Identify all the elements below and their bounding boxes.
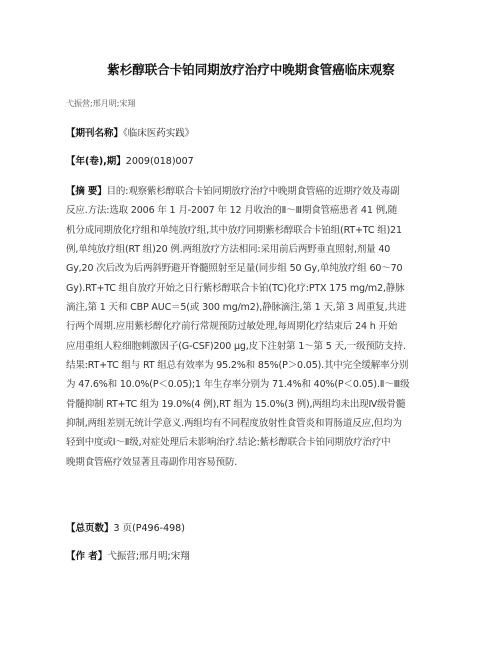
- abstract-label: 【摘 要】: [66, 186, 107, 197]
- pages-label: 【总页数】: [66, 523, 114, 534]
- abstract-line: 行两个周期.应用紫杉醇化疗前行常规预防过敏处理,每周期化疗结束后 24 h 开始: [66, 321, 398, 333]
- abstract-line: [66, 182, 442, 201]
- abstract-line: 滴注,第 1 天和 CBP AUC＝5(或 300 mg/m2),静脉滴注,第 1 天,第 3 周重复,共进: [66, 302, 407, 314]
- journal-field: [66, 124, 440, 143]
- abstract-line: 结果:RT+TC 组与 RT 组总有效率为 95.2%和 85%(P＞0.05).其中完全缓解率分别: [66, 360, 409, 372]
- issue-label: 【年(卷),期】: [66, 156, 126, 167]
- abstract-line: 晚期食管癌疗效显著且毒副作用容易预防.: [66, 456, 238, 468]
- abstract-text: 目的:观察紫杉醇联合卡铂同期放疗治疗中晚期食管癌的近期疗效及毒副: [106, 186, 400, 197]
- abstract-line: 骨髓抑制 RT+TC 组为 19.0%(4 例),RT 组为 15.0%(3 例),两组均未出现Ⅳ级骨髓: [66, 398, 406, 410]
- pages-field: [66, 519, 440, 538]
- abstract-line: 应用重组人粒细胞刺激因子(G-CSF)200 μg,皮下注射第 1～第 5 天,一级预防支持.: [66, 340, 406, 352]
- journal-value: 《临床医药实践》: [123, 128, 195, 139]
- abstract-line: 抑制,两组差别无统计学意义.两组均有不同程度放射性食管炎和胃肠道反应,但均为: [66, 418, 402, 430]
- abstract-line: 机分成同期放化疗组和单纯放疗组,其中放疗同期紫杉醇联合卡铂组(RT+TC 组)21: [66, 224, 402, 236]
- author-line: 弋振营;邢月明;宋翔: [66, 99, 136, 108]
- abstract-line: 轻到中度或Ⅰ～Ⅱ级,对症处理后未影响治疗.结论:紫杉醇联合卡铂同期放疗治疗中: [66, 437, 391, 449]
- abstract-line: Gy,20 次后改为后两斜野避开脊髓照射至足量(同步组 50 Gy,单纯放疗组 60～70: [66, 263, 403, 275]
- abstract-line: 例,单纯放疗组(RT 组)20 例.两组放疗方法相同:采用前后两野垂直照射,剂量 40: [66, 244, 391, 256]
- author-field-label: 【作 者】: [66, 551, 108, 562]
- journal-label: 【期刊名称】: [66, 128, 124, 139]
- issue-field: [66, 152, 440, 171]
- abstract-line: 反应.方法:选取 2006 年 1 月-2007 年 12 月收治的Ⅱ～Ⅲ期食管癌患者 41 例,随: [66, 205, 398, 217]
- abstract-block: [66, 182, 442, 472]
- abstract-line: Gy).RT+TC 组自放疗开始之日行紫杉醇联合卡铂(TC)化疗:PTX 175 mg/m2,静脉: [66, 282, 405, 294]
- paper-title: 紫杉醇联合卡铂同期放疗治疗中晚期食管癌临床观察: [107, 62, 395, 77]
- abstract-line: 为 47.6%和 10.0%(P＜0.05);1 年生存率分别为 71.4%和 40%(P＜0.05).Ⅱ～Ⅲ级: [66, 379, 410, 391]
- author-field: [66, 547, 440, 566]
- pages-value: 3 页(P496-498): [113, 523, 185, 534]
- issue-value: 2009(018)007: [125, 156, 194, 167]
- author-field-value: 弋振营;邢月明;宋翔: [107, 551, 190, 562]
